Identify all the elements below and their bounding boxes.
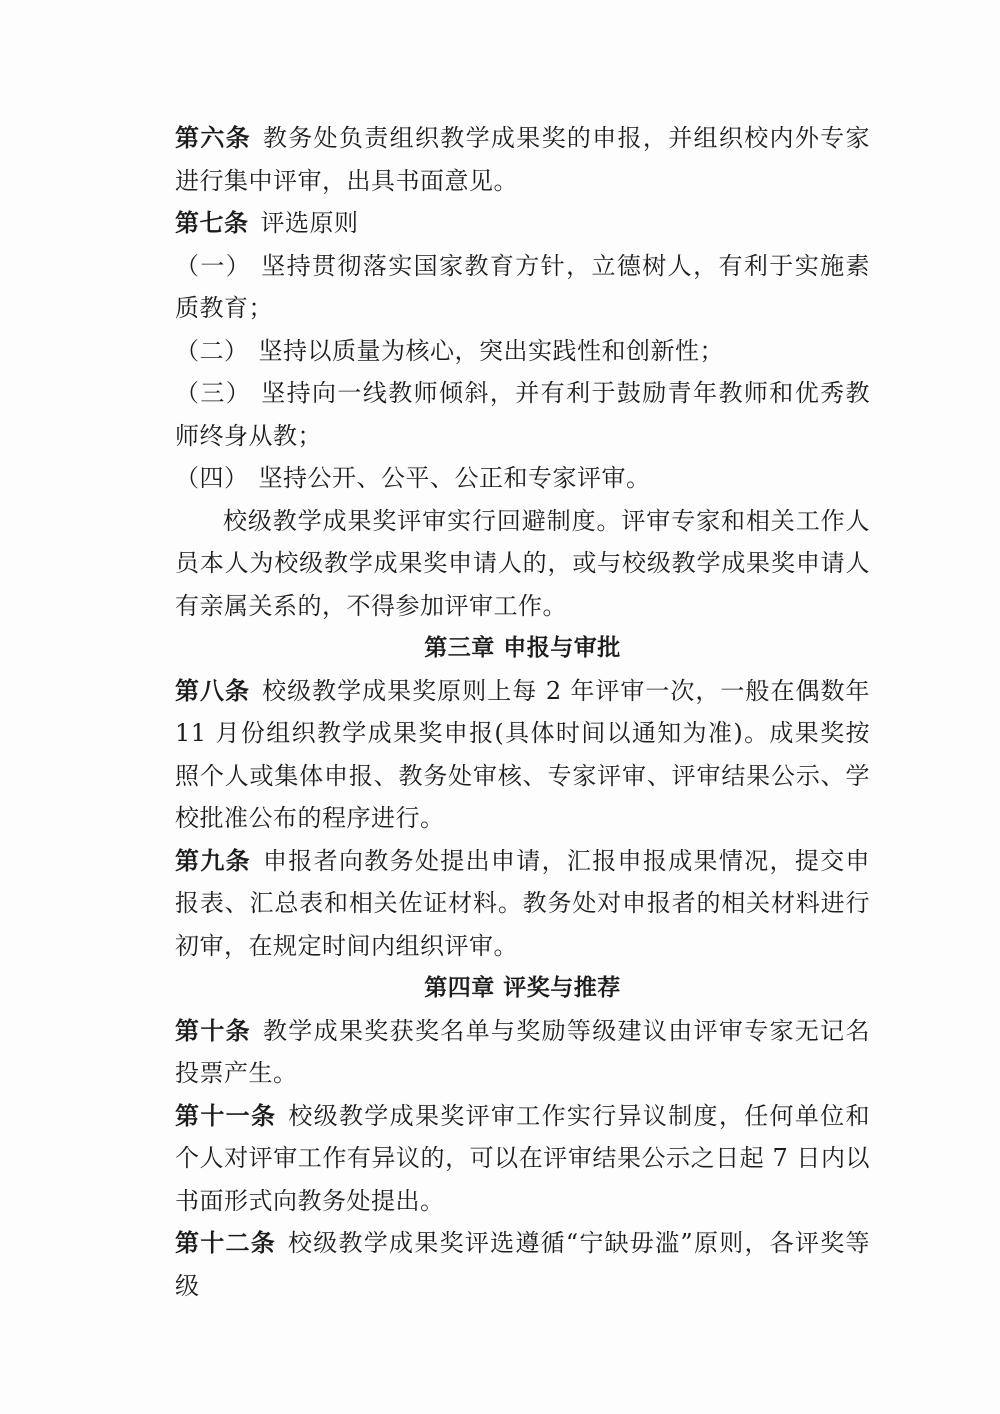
- article-12-label: 第十二条: [175, 1229, 277, 1257]
- article-12: [175, 1222, 870, 1307]
- principle-item-2-text: 坚持以质量为核心，突出实践性和创新性；: [258, 336, 724, 365]
- article-6-label: 第六条: [175, 124, 251, 152]
- principle-item-4-number: （四）: [175, 464, 249, 492]
- article-7-label: 第七条: [175, 209, 249, 237]
- principle-item-1-number: （一）: [175, 251, 252, 280]
- article-10: [175, 1010, 870, 1095]
- article-11: [175, 1095, 870, 1223]
- article-10-text: 教学成果奖获奖名单与奖励等级建议由评审专家无记名投票产生。: [175, 1016, 871, 1087]
- article-8-label: 第八条: [175, 676, 251, 705]
- article-11-text: 校级教学成果奖评审工作实行异议制度，任何单位和个人对评审工作有异议的，可以在评审结果公示之日起 7 日内以书面形式向教务处提出。: [175, 1101, 871, 1215]
- article-7: [175, 202, 870, 245]
- principle-item-1-text: 坚持贯彻落实国家教育方针，立德树人，有利于实施素质教育；: [175, 251, 871, 322]
- principle-item-2: [175, 330, 870, 373]
- principle-item-4: [175, 457, 870, 500]
- article-7-text: 评选原则: [260, 209, 359, 237]
- article-8-text: 校级教学成果奖原则上每 2 年评审一次，一般在偶数年 11 月份组织教学成果奖申报(具体时间以通知为准)。成果奖按照个人或集体申报、教务处审核、专家评审、评审结果公示、学校批准公布的程序进行。: [175, 676, 871, 832]
- principle-item-3-text: 坚持向一线教师倾斜，并有利于鼓励青年教师和优秀教师终身从教；: [175, 379, 871, 450]
- article-11-label: 第十一条: [175, 1101, 277, 1130]
- avoidance-paragraph: 校级教学成果奖评审实行回避制度。评审专家和相关工作人员本人为校级教学成果奖申请人的，或与校级教学成果奖申请人有亲属关系的，不得参加评审工作。: [175, 506, 870, 620]
- principle-item-3: [175, 372, 870, 457]
- article-8: [175, 670, 870, 840]
- chapter-3-heading: 第三章 申报与审批: [424, 635, 621, 661]
- article-9: [175, 840, 870, 968]
- chapter-4-heading: 第四章 评奖与推荐: [424, 975, 621, 1001]
- article-9-label: 第九条: [175, 846, 251, 875]
- principle-item-4-text: 坚持公开、公平、公正和专家评审。: [258, 464, 651, 492]
- principle-item-2-number: （二）: [175, 336, 249, 365]
- article-9-text: 申报者向教务处提出申请，汇报申报成果情况，提交申报表、汇总表和相关佐证材料。教务处对申报者的相关材料进行初审，在规定时间内组织评审。: [175, 846, 871, 960]
- principle-item-3-number: （三）: [175, 379, 252, 407]
- article-6: [175, 117, 870, 202]
- document-body: [175, 117, 870, 1307]
- article-6-text: 教务处负责组织教学成果奖的申报，并组织校内外专家进行集中评审，出具书面意见。: [175, 124, 871, 195]
- article-10-label: 第十条: [175, 1016, 251, 1045]
- principle-item-1: [175, 245, 870, 330]
- article-12-text: 校级教学成果奖评选遵循“宁缺毋滥”原则，各评奖等级: [175, 1229, 870, 1300]
